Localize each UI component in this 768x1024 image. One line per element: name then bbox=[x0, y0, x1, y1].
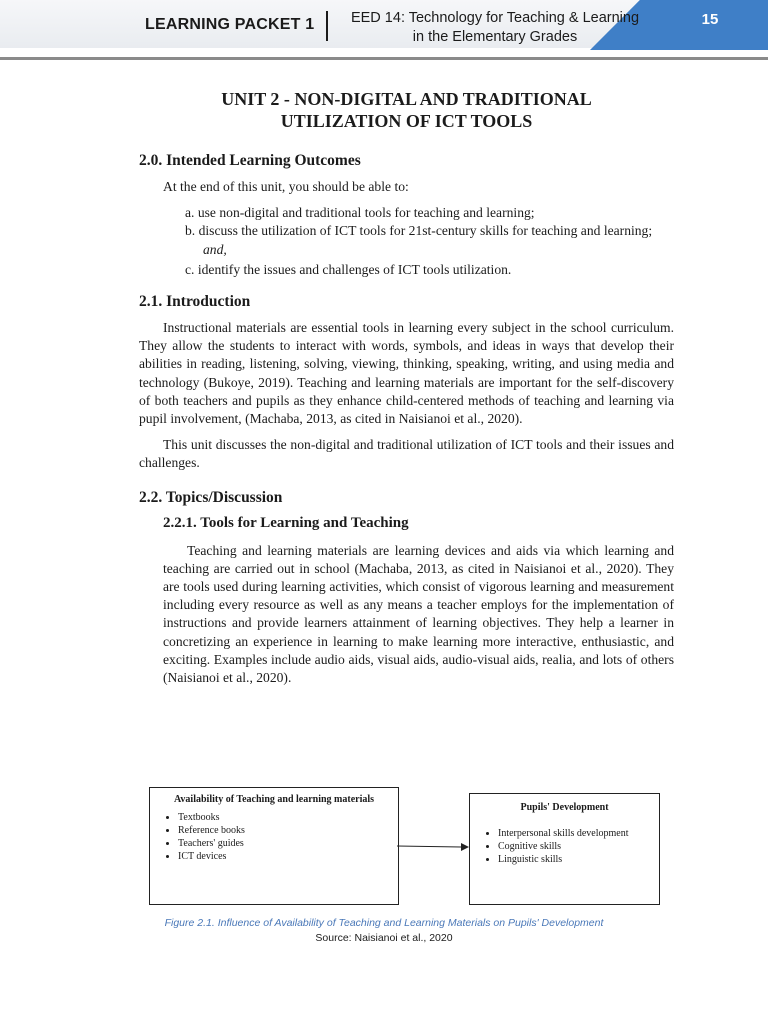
figure-right-box bbox=[469, 793, 660, 905]
document-body bbox=[139, 88, 674, 687]
intro-paragraph-2: This unit discusses the non-digital and traditional utilization of ICT tools and their issues and challenges. bbox=[139, 437, 674, 471]
unit-title-line2: UTILIZATION OF ICT TOOLS bbox=[280, 111, 533, 131]
figure-left-item: • Textbooks bbox=[178, 811, 398, 824]
outcomes-intro: At the end of this unit, you should be able to: bbox=[163, 179, 409, 194]
outcome-item: b. discuss the utilization of ICT tools for 21st-century skills for teaching and learning; and, bbox=[185, 223, 653, 257]
figure-right-item: • Linguistic skills bbox=[498, 853, 659, 866]
figure-left-item: • Reference books bbox=[178, 824, 398, 837]
figure-arrow bbox=[397, 838, 471, 856]
header-divider bbox=[326, 11, 328, 41]
figure-source: Source: Naisianoi et al., 2020 bbox=[315, 932, 453, 944]
section-2-2-heading: 2.2. Topics/Discussion bbox=[139, 488, 283, 506]
section-2-1-heading: 2.1. Introduction bbox=[139, 293, 251, 311]
figure-right-title: Pupils' Development bbox=[520, 802, 609, 813]
section-2-2-1-heading: 2.2.1. Tools for Learning and Teaching bbox=[163, 514, 409, 531]
outcome-item: a. use non-digital and traditional tools for teaching and learning; bbox=[185, 205, 535, 221]
figure-left-item: • ICT devices bbox=[178, 850, 398, 863]
course-title-line2: in the Elementary Grades bbox=[412, 29, 578, 45]
course-title-line1: EED 14: Technology for Teaching & Learning bbox=[350, 10, 640, 26]
header-rule bbox=[0, 57, 768, 60]
page-header bbox=[0, 0, 768, 52]
page-number: 15 bbox=[701, 11, 719, 28]
packet-title: LEARNING PACKET 1 bbox=[145, 16, 315, 33]
outcomes-list bbox=[139, 204, 674, 279]
course-title bbox=[335, 9, 655, 47]
tools-paragraph: Teaching and learning materials are learning devices and aids via which learning and teaching are carried out in school (Machaba, 2013, as cited in Naisianoi et al., 2020). They are tools used during learning activities, which consist of vigorous learning and measurement including every resource as well as any means a teacher employs for the implementation of instructions and provide learners attainment of learning objectives. They help a learner in concretizing an experience in learning to make learning more interactive, enthusiastic, and exciting. Examples include audio aids, visual aids, audio-visual aids, realia, and lots of others (Naisianoi et al., 2020). bbox=[163, 542, 674, 686]
intro-paragraph-1: Instructional materials are essential tools in learning every subject in the school curriculum. They allow the students to interact with words, symbols, and ideas in ways that develop their abilities in reading, listening, solving, viewing, thinking, speaking, writing, and using media and technology (Bukoye, 2019). Teaching and learning materials are important for the self-discovery of both teachers and pupils as they enhance child-centered methods of teaching and learning via pupil involvement, (Machaba, 2013, as cited in Naisianoi et al., 2020). bbox=[139, 320, 674, 427]
figure-left-item: • Teachers' guides bbox=[178, 837, 398, 850]
figure-left-box bbox=[149, 787, 399, 905]
unit-title bbox=[139, 88, 674, 132]
figure-right-list bbox=[470, 827, 659, 866]
outcome-item: c. identify the issues and challenges of ICT tools utilization. bbox=[185, 261, 512, 277]
unit-title-line1: UNIT 2 - NON-DIGITAL AND TRADITIONAL bbox=[221, 89, 592, 109]
figure-right-item: • Cognitive skills bbox=[498, 840, 659, 853]
figure-left-list bbox=[150, 811, 398, 863]
figure-caption: Figure 2.1. Influence of Availability of Teaching and Learning Materials on Pupils' Development bbox=[164, 917, 604, 929]
figure-left-title: Availability of Teaching and learning materials bbox=[173, 794, 375, 805]
figure-right-item: • Interpersonal skills development bbox=[498, 827, 659, 840]
section-2-0-heading: 2.0. Intended Learning Outcomes bbox=[139, 152, 361, 169]
